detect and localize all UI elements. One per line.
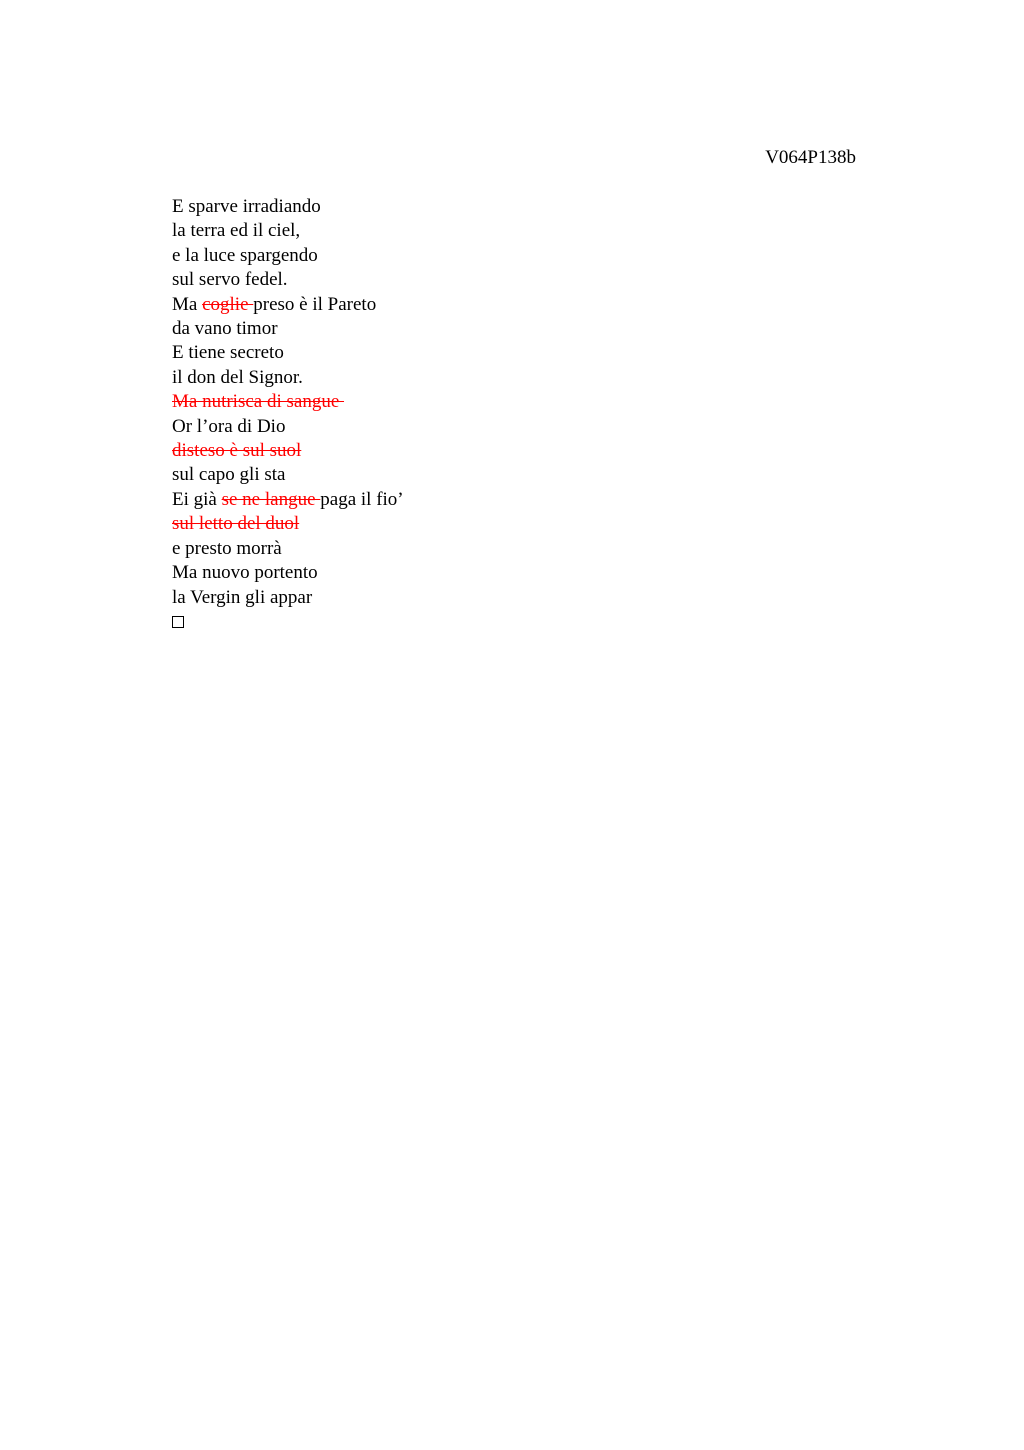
deleted-line-11: disteso è sul suol xyxy=(172,440,302,462)
poem-text xyxy=(172,195,404,634)
poem-line-2: la terra ed il ciel, xyxy=(172,220,301,242)
page-identifier: V064P138b xyxy=(765,147,856,168)
deleted-line-14: sul letto del duol xyxy=(172,513,300,535)
poem-line-8: il don del Signor. xyxy=(172,366,303,388)
poem-line-16: Ma nuovo portento xyxy=(172,562,318,584)
poem-line-5-end: preso è il Pareto xyxy=(253,293,377,315)
poem-line-17: la Vergin gli appar xyxy=(172,586,313,608)
poem-line-7: E tiene secreto xyxy=(172,342,284,364)
deleted-text: coglie xyxy=(202,293,254,315)
poem-line-5-start: Ma xyxy=(172,293,203,315)
deleted-line-9: Ma nutrisca di sangue xyxy=(172,391,345,413)
empty-box-icon xyxy=(172,616,184,628)
poem-line-10: Or l’ora di Dio xyxy=(172,415,286,437)
poem-line-1: E sparve irradiando xyxy=(172,196,321,217)
poem-line-4: sul servo fedel. xyxy=(172,269,288,291)
deleted-text: se ne langue xyxy=(221,488,321,510)
poem-line-13-end: paga il fio’ xyxy=(320,488,404,510)
poem-line-6: da vano timor xyxy=(172,318,278,340)
poem-line-3: e la luce spargendo xyxy=(172,244,318,266)
poem-line-15: e presto morrà xyxy=(172,537,282,559)
poem-line-12: sul capo gli sta xyxy=(172,464,286,486)
poem-line-5 xyxy=(172,293,404,317)
poem-line-18 xyxy=(172,610,404,634)
poem-line-13 xyxy=(172,488,404,512)
poem-line-13-start: Ei già xyxy=(172,488,222,510)
